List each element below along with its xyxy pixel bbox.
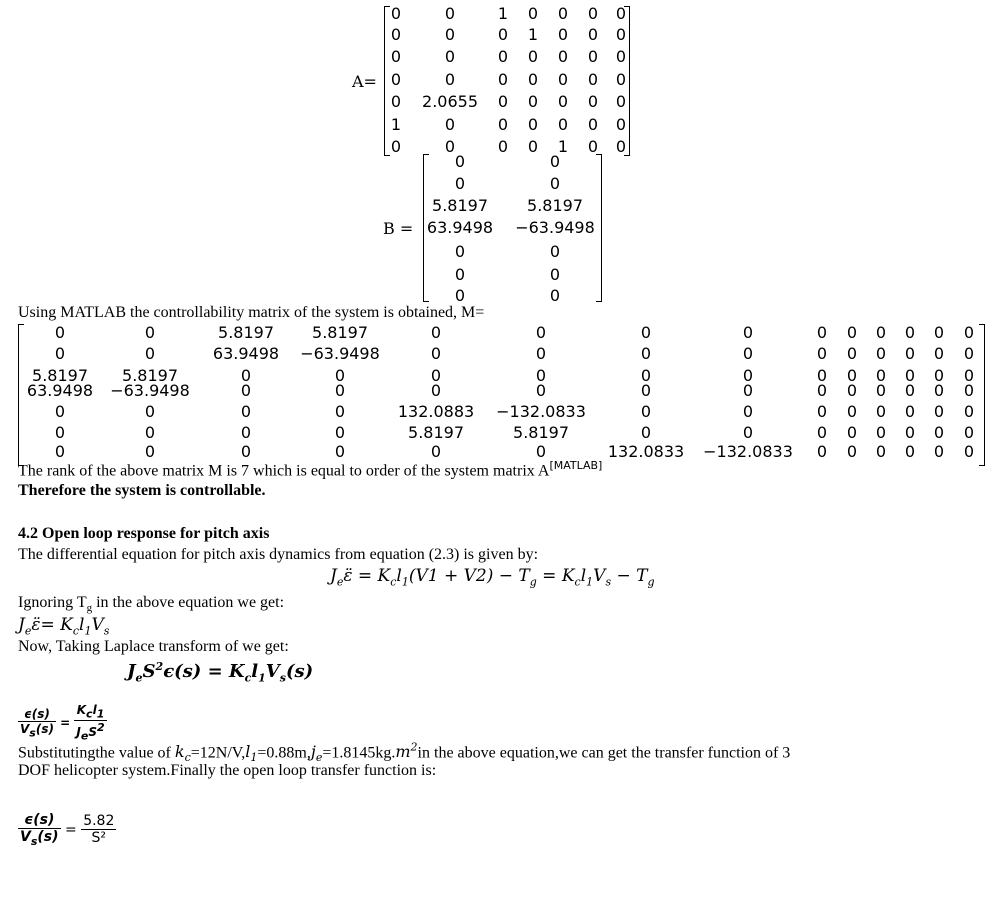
matrix-m-cell: 0 <box>742 381 754 400</box>
matrix-a-cell: 0 <box>444 115 456 134</box>
matrix-a-cell: 0 <box>587 4 599 23</box>
matrix-m-cell: 0 <box>430 442 442 461</box>
matrix-m-cell: 0 <box>875 381 887 400</box>
matrix-a-cell: 0 <box>527 115 539 134</box>
matrix-m-cell: 0 <box>334 381 346 400</box>
matrix-m-cell: 0 <box>963 344 975 363</box>
matrix-m-cell: 0 <box>904 366 916 385</box>
matrix-a-cell: 0 <box>527 92 539 111</box>
matrix-a-cell: 0 <box>390 92 402 111</box>
substitution-text <box>18 741 790 765</box>
matrix-m-cell: 0 <box>54 442 66 461</box>
matrix-m-cell: 0 <box>963 402 975 421</box>
matrix-m-cell: 0 <box>846 366 858 385</box>
matrix-a-cell: 0 <box>390 137 402 156</box>
kc-symbol: $k_c$ <box>174 742 191 765</box>
matrix-m-cell: 0 <box>742 366 754 385</box>
rank-statement <box>18 459 602 480</box>
matrix-b-cell: 0 <box>454 286 466 305</box>
matrix-a-cell: 0 <box>587 92 599 111</box>
matrix-b-cell: 0 <box>454 174 466 193</box>
matrix-b-cell: 0 <box>549 152 561 171</box>
matrix-m-cell: 0 <box>334 423 346 442</box>
matrix-a-cell: 0 <box>527 137 539 156</box>
matrix-m-cell: 0 <box>904 323 916 342</box>
matrix-m-cell: 5.8197 <box>312 323 368 342</box>
pitch-dynamics-equation: $J_e\varepsilon̈ = K_cl_1(V1 + V2) - T_g = K_cl_1V_s - T_g$ <box>330 566 655 589</box>
matrix-m-cell: 0 <box>816 381 828 400</box>
final-tf-right <box>81 813 116 846</box>
matrix-m-cell: 0 <box>334 402 346 421</box>
matrix-m-cell: 0 <box>535 366 547 385</box>
matrix-a-cell: 0 <box>390 4 402 23</box>
matlab-intro-text: Using MATLAB the controllability matrix of the system is obtained, M= <box>18 304 485 321</box>
matrix-m-cell: 0 <box>334 442 346 461</box>
matrix-a-cell: 0 <box>527 47 539 66</box>
matrix-m-cell: 0 <box>640 381 652 400</box>
matrix-m-cell: 0 <box>963 323 975 342</box>
matrix-b-cell: 0 <box>454 242 466 261</box>
matrix-a-cell: 0 <box>497 25 509 44</box>
matrix-a-cell: 0 <box>557 47 569 66</box>
matrix-a-cell: 0 <box>557 92 569 111</box>
ignoring-subscript: g <box>86 602 93 615</box>
matrix-a-cell: 0 <box>587 70 599 89</box>
matrix-m-cell: 5.8197 <box>513 423 569 442</box>
matrix-m-cell: 0 <box>963 366 975 385</box>
matrix-m-cell: 0 <box>846 442 858 461</box>
matrix-m-cell: 0 <box>933 344 945 363</box>
matrix-m-cell: 0 <box>816 442 828 461</box>
matrix-a-cell: 0 <box>557 25 569 44</box>
matrix-m-cell: 0 <box>933 323 945 342</box>
matrix-a-cell: 0 <box>444 70 456 89</box>
matrix-m-cell: 0 <box>640 323 652 342</box>
matrix-a-cell: 0 <box>444 137 456 156</box>
matrix-m-cell: 0 <box>640 402 652 421</box>
matrix-a-cell: 0 <box>557 115 569 134</box>
matrix-m-cell: 63.9498 <box>212 344 280 363</box>
matrix-m-cell: 0 <box>54 423 66 442</box>
matrix-a-cell: 0 <box>615 137 627 156</box>
subst-l1-value: =0.88m, <box>257 744 311 762</box>
matrix-m-cell: 0 <box>963 423 975 442</box>
matrix-m-cell: 0 <box>846 323 858 342</box>
matrix-m-cell: −63.9498 <box>110 381 190 400</box>
reduced-equation: $J_e\varepsilon̈= K_cl_1V_s$ <box>18 615 110 638</box>
matrix-a-cell: 0 <box>527 70 539 89</box>
matrix-a-cell: 0 <box>444 4 456 23</box>
matrix-b-cell: 63.9498 <box>426 218 494 237</box>
matrix-a-left-bracket <box>384 6 390 156</box>
matrix-m-cell: 0 <box>430 323 442 342</box>
matrix-a-cell: 1 <box>557 137 569 156</box>
matrix-m-cell: 0 <box>54 402 66 421</box>
matrix-m-cell: 0 <box>816 366 828 385</box>
matrix-a-cell: 0 <box>615 4 627 23</box>
matrix-m-cell: 0 <box>742 423 754 442</box>
matrix-a-label: A= <box>352 72 377 91</box>
matrix-m-cell: 0 <box>640 423 652 442</box>
matrix-m-left-bracket <box>18 324 24 466</box>
je-symbol: $j_e$ <box>310 742 323 765</box>
tf-denominator: S² <box>91 830 107 847</box>
matrix-m-cell: 0 <box>904 402 916 421</box>
matrix-m-cell: 0 <box>875 366 887 385</box>
matrix-m-cell: 0 <box>240 402 252 421</box>
matrix-m-cell: −132.0833 <box>496 402 586 421</box>
matrix-m-cell: 0 <box>846 381 858 400</box>
matrix-m-cell: 0 <box>846 402 858 421</box>
matrix-a-cell: 0 <box>390 70 402 89</box>
matrix-a-cell: 1 <box>527 25 539 44</box>
subst-je-value: =1.8145kg. <box>322 744 396 762</box>
matrix-m-cell: 0 <box>816 344 828 363</box>
matrix-b-right-bracket <box>596 154 602 302</box>
matrix-b-cell: 5.8197 <box>432 196 488 215</box>
matrix-m-cell: 0 <box>334 366 346 385</box>
matrix-m-cell: 0 <box>933 366 945 385</box>
matrix-m-cell: 0 <box>875 344 887 363</box>
matrix-a-cell: 0 <box>615 47 627 66</box>
matrix-m-cell: 5.8197 <box>408 423 464 442</box>
matrix-m-cell: 0 <box>430 381 442 400</box>
open-loop-transfer-function <box>18 812 116 848</box>
matrix-m-cell: −63.9498 <box>300 344 380 363</box>
matrix-m-cell: 63.9498 <box>26 381 94 400</box>
matrix-m-cell: 0 <box>535 344 547 363</box>
diff-eq-intro: The differential equation for pitch axis dynamics from equation (2.3) is given by: <box>18 546 539 563</box>
matrix-a-cell: 0 <box>587 47 599 66</box>
matrix-m-cell: 0 <box>144 423 156 442</box>
matrix-m-cell: 0 <box>742 323 754 342</box>
matrix-a-cell: 0 <box>444 47 456 66</box>
subst-kc-value: =12N/V, <box>190 744 246 762</box>
matrix-m-cell: 0 <box>963 442 975 461</box>
matrix-m-cell: 0 <box>875 402 887 421</box>
matrix-a-cell: 1 <box>390 115 402 134</box>
symbolic-transfer-function <box>18 703 107 743</box>
section-heading: 4.2 Open loop response for pitch axis <box>18 525 270 542</box>
matrix-m-cell: 0 <box>535 323 547 342</box>
matrix-m-cell: 0 <box>240 366 252 385</box>
matrix-a-cell: 0 <box>390 25 402 44</box>
unit-m2: $m^2$ <box>395 741 418 762</box>
matrix-a-cell: 2.0655 <box>422 92 478 111</box>
matrix-m-cell: 132.0833 <box>607 442 685 461</box>
matrix-m-cell: 0 <box>240 442 252 461</box>
laplace-equation: $J_eS^2\epsilon(s) = K_cl_1V_s(s)$ <box>127 660 314 685</box>
matrix-m-cell: 132.0883 <box>397 402 475 421</box>
matrix-m-cell: 0 <box>742 344 754 363</box>
matrix-m-cell: 0 <box>904 442 916 461</box>
matrix-m-cell: 5.8197 <box>218 323 274 342</box>
subst-suffix: in the above equation,we can get the transfer function of 3 <box>417 744 791 762</box>
matrix-m-cell: 5.8197 <box>32 366 88 385</box>
matrix-a-cell: 0 <box>497 137 509 156</box>
matrix-b-cell: 0 <box>549 286 561 305</box>
matrix-a-cell: 0 <box>615 25 627 44</box>
matrix-a-cell: 0 <box>587 25 599 44</box>
matrix-m-cell: −132.0833 <box>703 442 793 461</box>
matrix-m-cell: 0 <box>240 423 252 442</box>
matrix-m-cell: 0 <box>144 442 156 461</box>
matrix-a-cell: 0 <box>615 92 627 111</box>
controllable-statement: Therefore the system is controllable. <box>18 482 266 499</box>
matrix-m-cell: 0 <box>816 402 828 421</box>
matrix-a-cell: 0 <box>557 4 569 23</box>
matrix-m-right-bracket <box>979 324 985 466</box>
laplace-intro: Now, Taking Laplace transform of we get: <box>18 638 289 655</box>
final-tf-left: $\frac{\epsilon(s)}{V_s(s)}$ <box>20 812 59 848</box>
matrix-a-cell: 0 <box>557 70 569 89</box>
matrix-m-cell: 0 <box>963 381 975 400</box>
matrix-a-cell: 0 <box>615 70 627 89</box>
matrix-m-cell: 0 <box>875 442 887 461</box>
matrix-m-cell: 0 <box>430 344 442 363</box>
matrix-m-cell: 0 <box>933 381 945 400</box>
ignoring-prefix: Ignoring T <box>18 594 87 611</box>
matrix-a-cell: 0 <box>497 115 509 134</box>
matrix-a-cell: 0 <box>497 47 509 66</box>
matrix-m-cell: 0 <box>933 423 945 442</box>
matrix-b-cell: 0 <box>454 265 466 284</box>
final-equals: = <box>65 821 77 838</box>
matrix-m-cell: 0 <box>535 381 547 400</box>
matrix-m-cell: 0 <box>144 344 156 363</box>
matrix-m-cell: 0 <box>54 323 66 342</box>
matrix-a-cell: 0 <box>527 4 539 23</box>
matrix-b-cell: 0 <box>454 152 466 171</box>
tf-left: $\frac{\epsilon(s)}{V_s(s)}$ <box>20 706 54 740</box>
matrix-b-label: B = <box>383 219 414 238</box>
matrix-m-cell: 0 <box>640 344 652 363</box>
matrix-a-cell: 0 <box>497 70 509 89</box>
tf-right: $\frac{K_cl_1}{J_eS^2}$ <box>76 703 105 743</box>
matrix-m-cell: 5.8197 <box>122 366 178 385</box>
matrix-m-cell: 0 <box>904 381 916 400</box>
matrix-m-cell: 0 <box>875 423 887 442</box>
ignoring-text <box>18 594 284 614</box>
matrix-m-cell: 0 <box>144 323 156 342</box>
matrix-a-cell: 1 <box>497 4 509 23</box>
matrix-m-cell: 0 <box>240 381 252 400</box>
matrix-m-cell: 0 <box>144 402 156 421</box>
matrix-a-cell: 0 <box>615 115 627 134</box>
matrix-m-cell: 0 <box>904 344 916 363</box>
matrix-a-cell: 0 <box>444 25 456 44</box>
subst-prefix: Substitutingthe value of <box>18 744 175 762</box>
substitution-line-2: DOF helicopter system.Finally the open loop transfer function is: <box>18 762 437 779</box>
matrix-m-cell: 0 <box>54 344 66 363</box>
matrix-m-cell: 0 <box>846 344 858 363</box>
matrix-a-cell: 0 <box>497 92 509 111</box>
rank-reference: [MATLAB] <box>549 459 603 472</box>
matrix-b-cell: 0 <box>549 265 561 284</box>
matrix-b-cell: 5.8197 <box>527 196 583 215</box>
matrix-m-cell: 0 <box>816 423 828 442</box>
matrix-m-cell: 0 <box>816 323 828 342</box>
tf-numerator: 5.82 <box>83 813 115 830</box>
matrix-m-cell: 0 <box>535 442 547 461</box>
matrix-m-cell: 0 <box>742 402 754 421</box>
ignoring-suffix: in the above equation we get: <box>92 594 285 611</box>
matrix-m-cell: 0 <box>933 442 945 461</box>
matrix-b-cell: 0 <box>549 174 561 193</box>
rank-statement-text: The rank of the above matrix M is 7 which is equal to order of the system matrix A <box>18 462 550 480</box>
matrix-a-cell: 0 <box>390 47 402 66</box>
equals-sign: = <box>60 715 71 730</box>
matrix-m-cell: 0 <box>904 423 916 442</box>
matrix-m-cell: 0 <box>933 402 945 421</box>
l1-symbol: $l_1$ <box>245 742 258 765</box>
matrix-a-cell: 0 <box>587 115 599 134</box>
matrix-m-cell: 0 <box>430 366 442 385</box>
matrix-m-cell: 0 <box>846 423 858 442</box>
matrix-b-cell: −63.9498 <box>515 218 595 237</box>
matrix-m-cell: 0 <box>640 366 652 385</box>
matrix-b-cell: 0 <box>549 242 561 261</box>
matrix-a-cell: 0 <box>587 137 599 156</box>
matrix-m-cell: 0 <box>875 323 887 342</box>
